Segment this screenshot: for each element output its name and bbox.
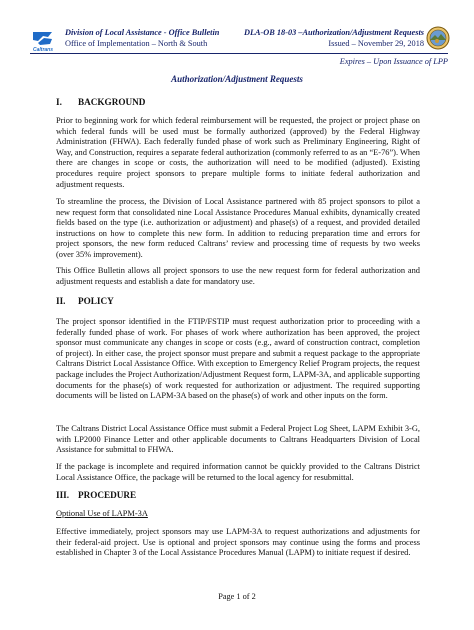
paragraph: Prior to beginning work for which federal reimbursement will be requested, the project or project phase on which federal funds will be used must be formally authorized (approved) by the Federal Highway Administration (FHWA). Each federally funded phase of work such as Preliminary Engineering, Right of Way, and Construction, requires a separate federal authorization (commonly referred to as an “E-76”). When there are changes in scope or costs, the authorization will need to be modified (adjusted). Existing procedures require project sponsors to prepare multiple forms to initiate federal authorization and adjustment requests.	[56, 116, 420, 189]
bulletin-division: Division of Local Assistance - Office Bulletin	[65, 28, 220, 37]
section-number: I.	[56, 97, 62, 107]
header-left	[65, 28, 219, 49]
paragraph: The project sponsor identified in the FTIP/FSTIP must request authorization prior to proceeding with a federally funded phase of work. For phases of work where authorization has been approved, the project sponsor must communicate any changes in scope or costs (e.g., award of construction contract, completion of project). In either case, the project sponsor must prepare and submit a request package to the appropriate Caltrans District Local Assistance Office. With exception to Emergency Relief Program projects, the request package includes the Project Authorization/Adjustment Request form, LAPM-3A, and applicable supporting documents for the phase(s) of work requested for authorization or adjustment. The required supporting documents will be listed on LAPM-3A based on the phase(s) of work and other inputs on the form.	[56, 317, 420, 401]
section-label: PROCEDURE	[78, 490, 137, 500]
header-rule	[30, 53, 448, 54]
paragraph: The Caltrans District Local Assistance Office must submit a Federal Project Log Sheet, LAPM Exhibit 3-G, with LP2000 Finance Letter and other applicable documents to Caltrans Headquarters Division of Local Assistance for submittal to FHWA.	[56, 424, 420, 455]
caltrans-logo-icon	[30, 28, 56, 52]
section-heading-procedure	[56, 490, 136, 500]
issue-date: Issued – November 29, 2018	[328, 38, 424, 48]
header-right	[244, 28, 424, 49]
paragraph: Effective immediately, project sponsors may use LAPM-3A to request authorizations and adjustments for their federal-aid project. Use is optional and project sponsors may continue using the forms and process established in Chapter 3 of the Local Assistance Procedures Manual (LAPM) to initiate request if desired.	[56, 527, 420, 558]
expires-note: Expires – Upon Issuance of LPP	[339, 57, 448, 66]
section-number: II.	[56, 296, 66, 306]
paragraph: This Office Bulletin allows all project sponsors to use the new request form for federal authorization and adjustment requests and establish a date for mandatory use.	[56, 266, 420, 286]
section-label: BACKGROUND	[78, 97, 146, 107]
bulletin-number: DLA-OB 18-03 –Authorization/Adjustment Requests	[243, 28, 424, 37]
paragraph: To streamline the process, the Division of Local Assistance partnered with 85 project sponsors to pilot a new request form that consolidated nine Local Assistance Procedures Manual exhibits, dynamically created fields based on the type (i.e. authorization or adjustment) and phase(s) of a request, and provided detailed instructions on how to complete this new form. In addition to reducing preparation time and errors for project sponsors, the new form reduced Caltrans’ review and processing time of requests by two weeks (over 35% improvement).	[56, 197, 420, 259]
paragraph: If the package is incomplete and required information cannot be quickly provided to the Caltrans District Local Assistance Office, the package will be returned to the local agency for resubmittal.	[56, 462, 420, 482]
section-label: POLICY	[78, 296, 114, 306]
page-number: Page 1 of 2	[218, 592, 256, 601]
bulletin-office: Office of Implementation – North & South	[65, 38, 208, 48]
page-title: Authorization/Adjustment Requests	[171, 74, 303, 84]
section-heading-background	[56, 97, 145, 107]
subheading: Optional Use of LAPM-3A	[56, 509, 148, 518]
section-heading-policy	[56, 296, 114, 306]
logo-text: Caltrans	[33, 47, 54, 52]
section-number: III.	[56, 490, 70, 500]
state-seal-icon	[426, 26, 450, 50]
